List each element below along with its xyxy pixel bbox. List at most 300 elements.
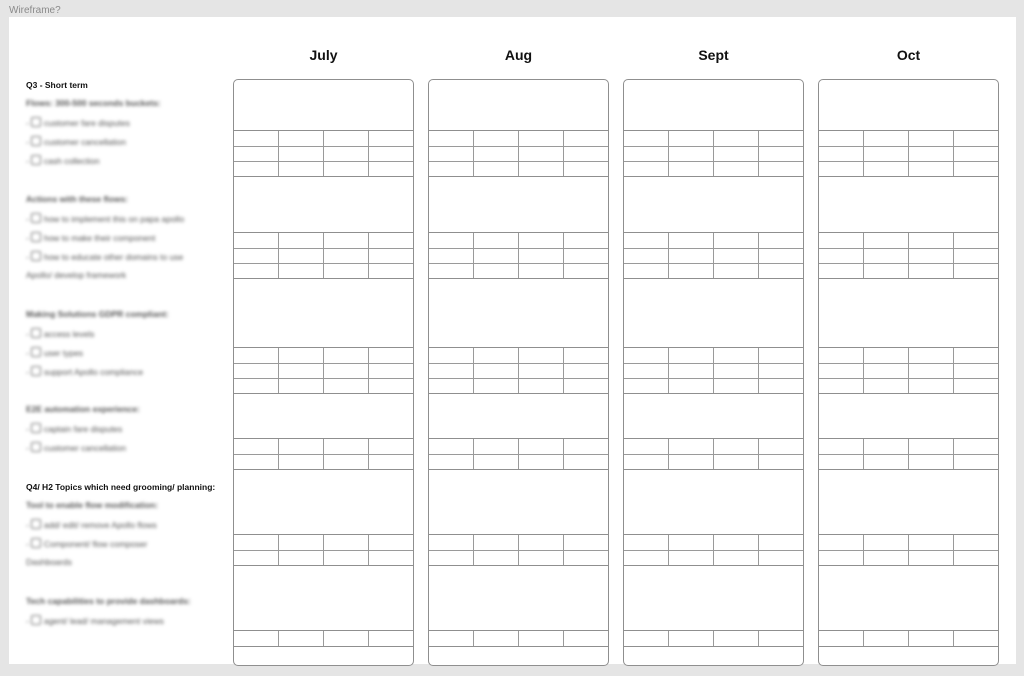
- grid-cell: [953, 162, 998, 176]
- grid-cell: [863, 249, 908, 263]
- grid-cell: [758, 348, 803, 363]
- grid-row: [624, 631, 803, 646]
- grid-cell: [323, 455, 368, 469]
- grid-row: [819, 439, 998, 454]
- grid-cell: [518, 551, 563, 565]
- grid-cell: [473, 348, 518, 363]
- grid-cell: [278, 631, 323, 646]
- note-title: Tech capabilities to provide dashboards:: [26, 596, 191, 606]
- grid-row: [819, 233, 998, 248]
- grid-cell: [624, 439, 668, 454]
- month-title-oct: Oct: [896, 47, 921, 63]
- grid-cell: [323, 535, 368, 550]
- grid-cell: [278, 131, 323, 146]
- grid-row: [819, 131, 998, 146]
- grid-cell: [953, 131, 998, 146]
- grid-cell: [368, 379, 413, 393]
- grid-cell: [518, 147, 563, 161]
- grid-cell: [429, 131, 473, 146]
- grid-cell: [278, 264, 323, 278]
- grid-row: [624, 535, 803, 550]
- grid-row: [234, 439, 413, 454]
- grid-band: [819, 347, 998, 394]
- grid-cell: [473, 631, 518, 646]
- checkbox-icon: [31, 538, 41, 548]
- grid-row: [819, 363, 998, 378]
- grid-cell: [429, 233, 473, 248]
- grid-cell: [758, 455, 803, 469]
- grid-cell: [278, 348, 323, 363]
- grid-cell: [368, 364, 413, 378]
- grid-cell: [323, 249, 368, 263]
- grid-cell: [758, 233, 803, 248]
- grid-cell: [278, 249, 323, 263]
- grid-cell: [819, 131, 863, 146]
- grid-cell: [953, 439, 998, 454]
- grid-cell: [624, 249, 668, 263]
- grid-cell: [819, 439, 863, 454]
- grid-cell: [713, 162, 758, 176]
- grid-cell: [908, 131, 953, 146]
- grid-cell: [563, 162, 608, 176]
- grid-band: [234, 347, 413, 394]
- grid-cell: [908, 535, 953, 550]
- grid-row: [624, 550, 803, 565]
- note-title: Tool to enable flow modification:: [26, 500, 159, 510]
- grid-cell: [368, 162, 413, 176]
- grid-cell: [758, 249, 803, 263]
- grid-band: [624, 347, 803, 394]
- grid-cell: [563, 147, 608, 161]
- grid-cell: [473, 379, 518, 393]
- grid-cell: [953, 551, 998, 565]
- grid-cell: [863, 264, 908, 278]
- grid-row: [624, 233, 803, 248]
- grid-cell: [429, 439, 473, 454]
- grid-cell: [563, 131, 608, 146]
- grid-cell: [323, 379, 368, 393]
- grid-cell: [278, 233, 323, 248]
- grid-cell: [518, 439, 563, 454]
- grid-row: [429, 348, 608, 363]
- checkbox-icon: [31, 442, 41, 452]
- note-item: - Component/ flow composer: [26, 539, 148, 549]
- grid-band: [819, 438, 998, 470]
- grid-row: [429, 131, 608, 146]
- grid-row: [429, 161, 608, 176]
- month-title-july: July: [309, 47, 338, 63]
- grid-cell: [953, 379, 998, 393]
- checkbox-icon: [31, 155, 41, 165]
- grid-cell: [668, 147, 713, 161]
- grid-cell: [713, 535, 758, 550]
- grid-cell: [863, 162, 908, 176]
- grid-cell: [953, 364, 998, 378]
- grid-cell: [758, 535, 803, 550]
- grid-cell: [713, 364, 758, 378]
- grid-cell: [908, 249, 953, 263]
- note-title: Flows: 300-500 seconds buckets:: [26, 98, 161, 108]
- grid-cell: [758, 162, 803, 176]
- grid-cell: [563, 233, 608, 248]
- grid-row: [819, 454, 998, 469]
- grid-cell: [953, 455, 998, 469]
- grid-cell: [819, 455, 863, 469]
- section-header-q3: Q3 - Short term: [26, 80, 88, 90]
- grid-row: [624, 146, 803, 161]
- grid-cell: [624, 131, 668, 146]
- grid-cell: [368, 233, 413, 248]
- grid-cell: [368, 631, 413, 646]
- grid-cell: [563, 551, 608, 565]
- grid-cell: [234, 249, 278, 263]
- grid-cell: [234, 131, 278, 146]
- grid-cell: [863, 364, 908, 378]
- grid-cell: [668, 162, 713, 176]
- grid-cell: [368, 348, 413, 363]
- grid-row: [429, 439, 608, 454]
- grid-cell: [518, 364, 563, 378]
- grid-band: [234, 232, 413, 279]
- grid-cell: [278, 147, 323, 161]
- grid-row: [234, 535, 413, 550]
- grid-cell: [473, 147, 518, 161]
- grid-band: [819, 130, 998, 177]
- grid-cell: [624, 551, 668, 565]
- note-item: - access levels: [26, 329, 95, 339]
- grid-row: [234, 131, 413, 146]
- grid-cell: [668, 364, 713, 378]
- note-item: Apollo/ develop framework: [26, 270, 127, 280]
- grid-cell: [234, 264, 278, 278]
- grid-row: [819, 248, 998, 263]
- grid-band: [624, 130, 803, 177]
- grid-cell: [563, 364, 608, 378]
- grid-cell: [518, 379, 563, 393]
- grid-cell: [668, 379, 713, 393]
- grid-cell: [758, 439, 803, 454]
- grid-cell: [473, 249, 518, 263]
- grid-cell: [668, 233, 713, 248]
- grid-cell: [624, 264, 668, 278]
- grid-cell: [368, 535, 413, 550]
- grid-row: [234, 161, 413, 176]
- checkbox-icon: [31, 366, 41, 376]
- month-title-sept: Sept: [698, 47, 729, 63]
- grid-cell: [518, 348, 563, 363]
- grid-cell: [624, 364, 668, 378]
- grid-cell: [758, 364, 803, 378]
- grid-cell: [563, 535, 608, 550]
- grid-row: [429, 535, 608, 550]
- grid-cell: [819, 551, 863, 565]
- grid-row: [429, 454, 608, 469]
- grid-cell: [323, 131, 368, 146]
- grid-cell: [908, 551, 953, 565]
- note-item: - how to implement this on papa apollo: [26, 214, 185, 224]
- grid-cell: [234, 162, 278, 176]
- grid-cell: [953, 147, 998, 161]
- grid-cell: [819, 631, 863, 646]
- grid-cell: [908, 162, 953, 176]
- grid-cell: [758, 631, 803, 646]
- grid-cell: [429, 147, 473, 161]
- grid-cell: [713, 439, 758, 454]
- month-column-aug: [428, 79, 609, 666]
- grid-cell: [624, 147, 668, 161]
- grid-cell: [473, 364, 518, 378]
- grid-cell: [473, 162, 518, 176]
- grid-cell: [908, 147, 953, 161]
- grid-row: [429, 550, 608, 565]
- checkbox-icon: [31, 423, 41, 433]
- grid-cell: [234, 551, 278, 565]
- grid-cell: [323, 348, 368, 363]
- grid-cell: [473, 455, 518, 469]
- grid-cell: [368, 249, 413, 263]
- grid-cell: [323, 147, 368, 161]
- grid-cell: [908, 455, 953, 469]
- grid-row: [819, 378, 998, 393]
- grid-cell: [713, 379, 758, 393]
- grid-cell: [624, 631, 668, 646]
- month-column-sept: [623, 79, 804, 666]
- grid-band: [624, 438, 803, 470]
- grid-cell: [713, 551, 758, 565]
- grid-cell: [953, 348, 998, 363]
- month-title-aug: Aug: [504, 47, 533, 63]
- note-item: - support Apollo compliance: [26, 367, 144, 377]
- grid-cell: [668, 455, 713, 469]
- grid-band: [234, 130, 413, 177]
- grid-cell: [368, 439, 413, 454]
- grid-cell: [819, 162, 863, 176]
- grid-cell: [908, 348, 953, 363]
- grid-row: [624, 439, 803, 454]
- grid-row: [624, 348, 803, 363]
- grid-cell: [563, 348, 608, 363]
- grid-cell: [908, 439, 953, 454]
- grid-cell: [953, 233, 998, 248]
- frame-label: Wireframe?: [9, 5, 61, 16]
- grid-cell: [429, 379, 473, 393]
- grid-row: [819, 161, 998, 176]
- grid-cell: [518, 535, 563, 550]
- grid-cell: [518, 264, 563, 278]
- note-item: - add/ edit/ remove Apollo flows: [26, 520, 157, 530]
- grid-cell: [234, 455, 278, 469]
- grid-cell: [278, 364, 323, 378]
- month-column-oct: [818, 79, 999, 666]
- grid-cell: [323, 631, 368, 646]
- note-item: - customer fare disputes: [26, 118, 130, 128]
- grid-row: [429, 263, 608, 278]
- grid-cell: [368, 551, 413, 565]
- grid-cell: [863, 535, 908, 550]
- grid-cell: [713, 631, 758, 646]
- checkbox-icon: [31, 117, 41, 127]
- grid-row: [624, 248, 803, 263]
- grid-cell: [278, 439, 323, 454]
- note-item: - how to make their component: [26, 233, 156, 243]
- grid-row: [624, 263, 803, 278]
- grid-row: [819, 535, 998, 550]
- grid-cell: [819, 348, 863, 363]
- grid-cell: [668, 631, 713, 646]
- grid-row: [234, 363, 413, 378]
- grid-cell: [953, 249, 998, 263]
- grid-band: [429, 630, 608, 647]
- grid-cell: [863, 379, 908, 393]
- grid-cell: [563, 249, 608, 263]
- grid-cell: [819, 264, 863, 278]
- grid-cell: [668, 535, 713, 550]
- grid-row: [234, 146, 413, 161]
- grid-row: [819, 631, 998, 646]
- grid-cell: [863, 233, 908, 248]
- grid-row: [819, 263, 998, 278]
- grid-cell: [819, 249, 863, 263]
- grid-row: [429, 248, 608, 263]
- grid-cell: [758, 147, 803, 161]
- grid-cell: [473, 439, 518, 454]
- checkbox-icon: [31, 136, 41, 146]
- grid-cell: [819, 364, 863, 378]
- grid-row: [429, 233, 608, 248]
- grid-band: [429, 130, 608, 177]
- grid-cell: [863, 439, 908, 454]
- grid-cell: [518, 455, 563, 469]
- grid-cell: [863, 551, 908, 565]
- grid-cell: [953, 535, 998, 550]
- grid-cell: [819, 233, 863, 248]
- grid-cell: [368, 147, 413, 161]
- grid-row: [819, 146, 998, 161]
- grid-cell: [563, 455, 608, 469]
- grid-cell: [278, 535, 323, 550]
- grid-cell: [624, 348, 668, 363]
- grid-cell: [758, 131, 803, 146]
- grid-cell: [429, 455, 473, 469]
- checkbox-icon: [31, 328, 41, 338]
- grid-cell: [563, 631, 608, 646]
- grid-row: [819, 348, 998, 363]
- grid-cell: [624, 535, 668, 550]
- grid-cell: [429, 249, 473, 263]
- grid-cell: [563, 439, 608, 454]
- grid-row: [234, 378, 413, 393]
- grid-cell: [563, 379, 608, 393]
- grid-band: [624, 630, 803, 647]
- grid-cell: [473, 551, 518, 565]
- grid-cell: [863, 147, 908, 161]
- grid-cell: [368, 455, 413, 469]
- grid-cell: [518, 233, 563, 248]
- grid-cell: [668, 131, 713, 146]
- grid-cell: [368, 131, 413, 146]
- note-title: E2E automation experience:: [26, 404, 140, 414]
- grid-cell: [953, 264, 998, 278]
- grid-cell: [668, 249, 713, 263]
- grid-cell: [323, 439, 368, 454]
- grid-band: [819, 534, 998, 566]
- grid-cell: [429, 348, 473, 363]
- note-item: - captain fare disputes: [26, 424, 123, 434]
- grid-band: [819, 232, 998, 279]
- grid-cell: [819, 535, 863, 550]
- note-item: - user types: [26, 348, 84, 358]
- grid-row: [429, 378, 608, 393]
- checkbox-icon: [31, 615, 41, 625]
- grid-cell: [473, 131, 518, 146]
- note-title: Actions with these flows:: [26, 194, 129, 204]
- grid-cell: [323, 364, 368, 378]
- grid-cell: [624, 162, 668, 176]
- grid-cell: [758, 264, 803, 278]
- grid-band: [819, 630, 998, 647]
- grid-cell: [713, 131, 758, 146]
- grid-cell: [563, 264, 608, 278]
- grid-cell: [713, 264, 758, 278]
- grid-cell: [908, 264, 953, 278]
- grid-row: [234, 550, 413, 565]
- grid-cell: [518, 162, 563, 176]
- grid-cell: [668, 551, 713, 565]
- note-item: - how to educate other domains to use: [26, 252, 184, 262]
- grid-cell: [863, 131, 908, 146]
- grid-row: [624, 454, 803, 469]
- wireframe-canvas: [9, 17, 1016, 664]
- grid-row: [234, 263, 413, 278]
- note-item: - cash collection: [26, 156, 100, 166]
- grid-band: [234, 438, 413, 470]
- grid-cell: [234, 631, 278, 646]
- grid-cell: [713, 455, 758, 469]
- grid-cell: [278, 455, 323, 469]
- grid-band: [429, 534, 608, 566]
- grid-row: [624, 131, 803, 146]
- grid-row: [234, 248, 413, 263]
- grid-cell: [473, 233, 518, 248]
- grid-cell: [278, 379, 323, 393]
- grid-row: [234, 454, 413, 469]
- grid-band: [429, 232, 608, 279]
- grid-cell: [278, 162, 323, 176]
- grid-cell: [429, 364, 473, 378]
- grid-row: [234, 631, 413, 646]
- grid-cell: [234, 233, 278, 248]
- grid-cell: [429, 535, 473, 550]
- grid-band: [624, 232, 803, 279]
- grid-cell: [518, 131, 563, 146]
- section-header-q4: Q4/ H2 Topics which need grooming/ planning:: [26, 482, 216, 492]
- grid-cell: [668, 264, 713, 278]
- grid-cell: [758, 551, 803, 565]
- grid-cell: [234, 535, 278, 550]
- grid-cell: [863, 455, 908, 469]
- grid-cell: [234, 364, 278, 378]
- grid-row: [624, 378, 803, 393]
- grid-row: [624, 161, 803, 176]
- grid-cell: [863, 631, 908, 646]
- note-title: Making Solutions GDPR compliant:: [26, 309, 169, 319]
- grid-cell: [953, 631, 998, 646]
- note-item: - customer cancellation: [26, 443, 127, 453]
- grid-cell: [473, 535, 518, 550]
- grid-row: [234, 233, 413, 248]
- grid-cell: [518, 249, 563, 263]
- grid-cell: [908, 631, 953, 646]
